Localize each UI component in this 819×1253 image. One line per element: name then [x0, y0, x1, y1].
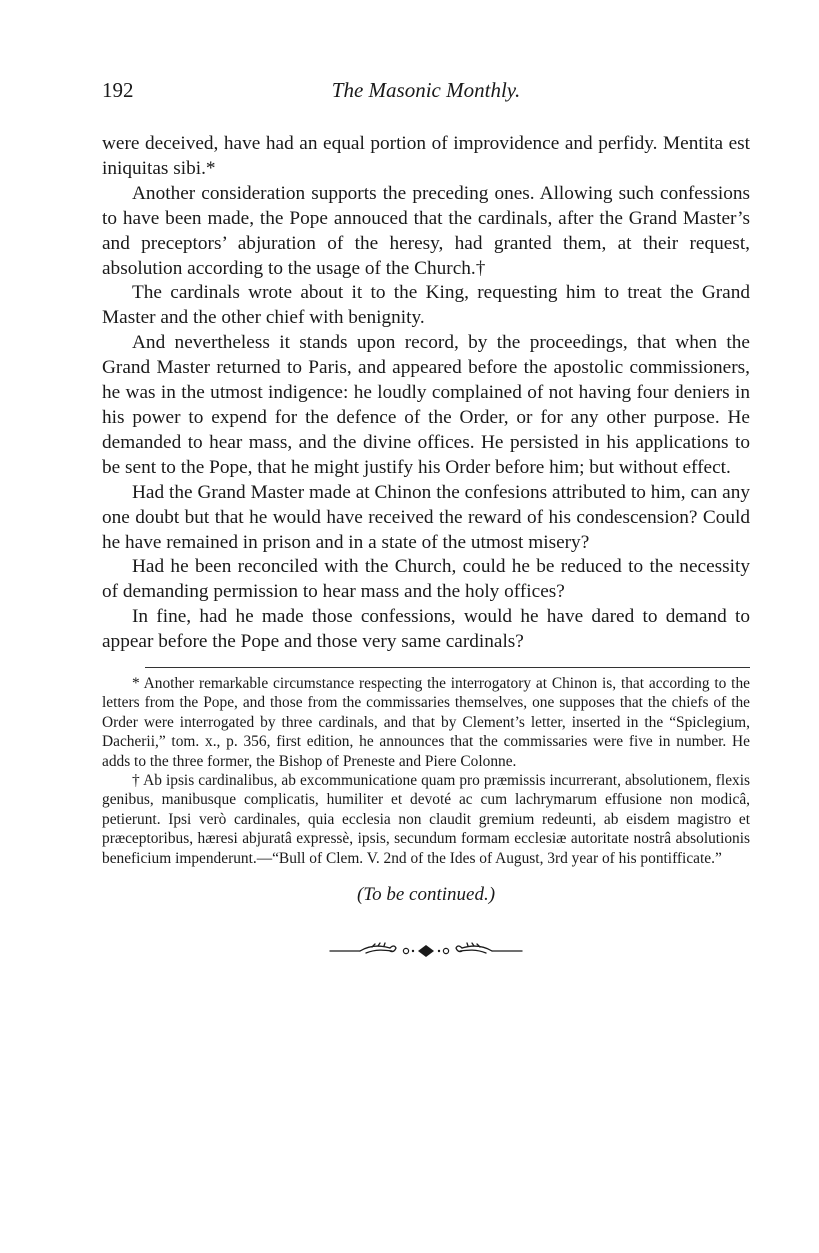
paragraph-5: Had the Grand Master made at Chinon the confesions attributed to him, can any one doubt but that he would have received the reward of his condescension? Could he have remained in prison and in a state of the utmost misery?	[102, 481, 750, 553]
footnote-asterisk: * Another remarkable circumstance respecting the interrogatory at Chinon is, that according to the letters from the Pope, and those from the commissaries themselves, one supposes that the chiefs of the Order were interrogated by three cardinals, and that by Clement’s letter, inserted in the “Spiclegium, Dacherii,” tom. x., p. 356, first edition, he announces that the commissaries were five in number. He adds to the three former, the Bishop of Preneste and Piere Colonne.	[102, 675, 750, 770]
decorative-tailpiece-ornament-icon	[326, 940, 526, 960]
body-text	[102, 132, 750, 655]
paragraph-1: were deceived, have had an equal portion of improvidence and perfidy. Mentita est iniquitas sibi.*	[102, 133, 750, 179]
journal-title: The Masonic Monthly.	[331, 78, 521, 102]
paragraph-4: And nevertheless it stands upon record, by the proceedings, that when the Grand Master returned to Paris, and appeared before the apostolic commissioners, he was in the utmost indigence: he loudly complained of not having four deniers in his power to expend for the defence of the Order, or for any other purpose. He demanded to hear mass, and the divine offices. He persisted in his applications to be sent to the Pope, that he might justify his Order before him; but without effect.	[102, 332, 750, 478]
paragraph-2: Another consideration supports the preceding ones. Allowing such confessions to have been made, the Pope annouced that the cardinals, after the Grand Master’s and preceptors’ abjuration of the heresy, had granted them, at their request, absolution according to the usage of the Church.†	[102, 182, 750, 279]
page-number: 192	[102, 78, 134, 102]
footnote-dagger: † Ab ipsis cardinalibus, ab excommunicatione quam pro præmissis incurrerant, absolutionem, flexis genibus, manibusque complicatis, humiliter et devoté ac cum lachrymarum effusione non modicâ, petierunt. Ipsi verò cardinales, quia ecclesia non claudit gremium redeunti, ab eisdem magistro et præceptoribus, hæresi abjuratâ expressè, ipsis, secundum formam ecclesiæ autoritate nostrâ absolutionis beneficium impenderunt.—“Bull of Clem. V. 2nd of the Ides of August, 3rd year of his pontifficate.”	[102, 772, 750, 867]
paragraph-7: In fine, had he made those confessions, would he have dared to demand to appear before the Pope and those very same cardinals?	[102, 606, 750, 653]
footnote-rule	[145, 667, 750, 668]
to-be-continued: (To be continued.)	[356, 884, 496, 906]
page	[102, 78, 750, 960]
paragraph-6: Had he been reconciled with the Church, could he be reduced to the necessity of demanding permission to hear mass and the holy offices?	[102, 556, 750, 603]
running-head	[102, 78, 750, 112]
paragraph-3: The cardinals wrote about it to the King, requesting him to treat the Grand Master and the other chief with benignity.	[102, 282, 750, 329]
footnotes	[102, 674, 750, 868]
